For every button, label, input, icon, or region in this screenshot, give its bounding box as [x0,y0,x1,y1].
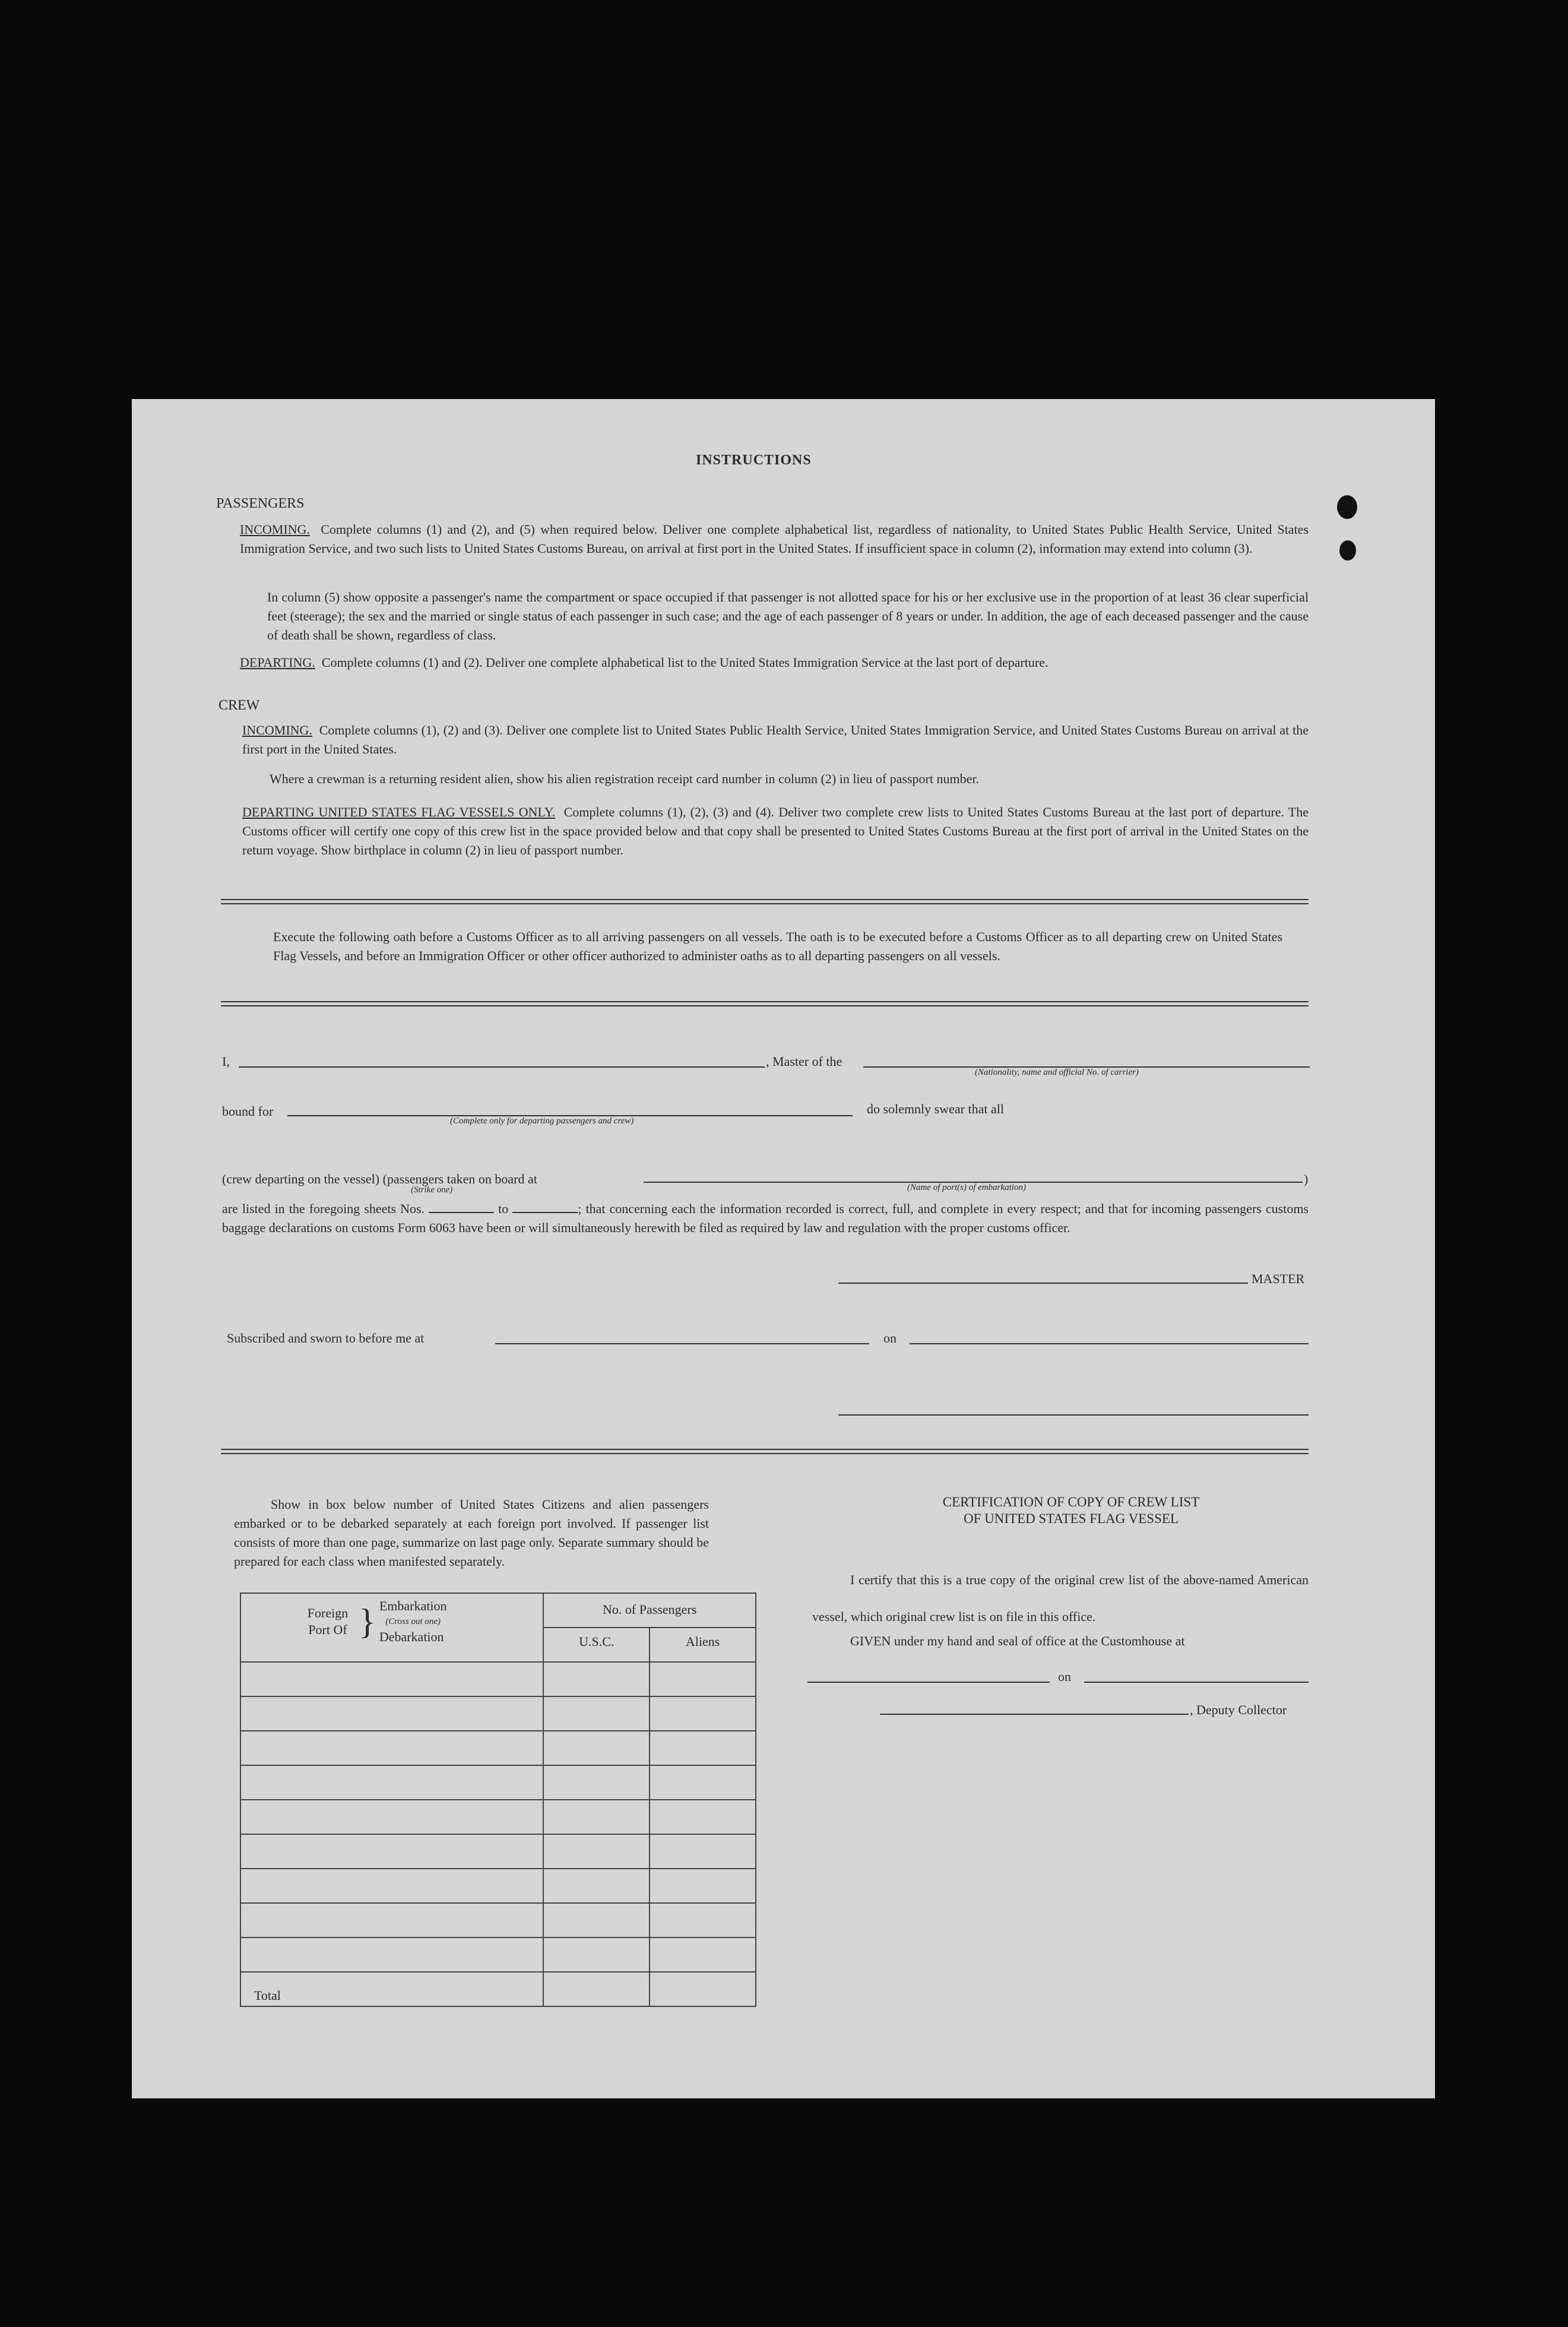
usc-cell[interactable] [543,1834,650,1869]
port-cell[interactable] [240,1903,543,1937]
usc-header: U.S.C. [543,1628,650,1662]
oath-bound-for: bound for [222,1104,274,1119]
certification-on: on [1058,1669,1071,1684]
incoming-label: INCOMING. [240,522,310,537]
certification-given: GIVEN under my hand and seal of office at the Customhouse at [850,1633,1185,1648]
port-cell[interactable] [240,1834,543,1869]
oath-listed [222,1199,1309,1237]
port-header [240,1593,543,1662]
foreign-port-of-header: Foreign Port Of [307,1606,349,1637]
crew-incoming [242,721,1309,759]
crew-heading: CREW [218,698,260,713]
listed-suffix: ; that concerning each the information recorded is correct, full, and complete in every respect; and that for incoming passengers customs baggage declarations on customs Form 6063 have been or will simultaneously herewith be filed as required by law and regulation with the proper customs officer. [222,1201,1309,1235]
aliens-cell[interactable] [650,1903,756,1937]
crew-departing [242,803,1309,860]
crew-departing-label: DEPARTING UNITED STATES FLAG VESSELS ONLY. [242,805,556,819]
oath-intro: Execute the following oath before a Customs Officer as to all arriving passengers on all vessels. The oath is to be executed before a Customs Officer as to all departing crew on United States Flag Vessels, and before an Immigration Officer or other officer authorized to administer oaths as to all departing passengers on all vessels. [273,929,1282,963]
section-divider [221,899,1309,904]
crew-incoming-label: INCOMING. [242,723,312,737]
aliens-total-cell[interactable] [650,1972,756,2006]
incoming-text: Complete columns (1) and (2), and (5) when required below. Deliver one complete alphabetical list, regardless of nationality, to United States Public Health Service, United States Immigration Service, and two such lists to United States Customs Bureau, on arrival at first port in the United States. If insufficient space in column (2), information may extend into column (3). [240,522,1309,556]
oath-i-label: I, [222,1054,230,1069]
complete-only-caption: (Complete only for departing passengers and crew) [450,1116,634,1126]
nationality-caption: (Nationality, name and official No. of carrier) [975,1068,1139,1077]
usc-cell[interactable] [543,1800,650,1834]
master-signature-line[interactable] [838,1283,1248,1284]
crew-incoming-text: Complete columns (1), (2) and (3). Deliver one complete list to United States Public Health Service, United States Immigration Service, and United States Customs Bureau on arrival at the first port in the United States. [242,723,1309,756]
aliens-cell[interactable] [650,1834,756,1869]
passengers-heading: PASSENGERS [216,496,305,511]
listed-prefix: are listed in the foregoing sheets Nos. [222,1201,425,1216]
aliens-cell[interactable] [650,1869,756,1903]
usc-cell[interactable] [543,1662,650,1696]
total-label: Total [240,1972,543,2006]
port-cell[interactable] [240,1662,543,1696]
departing-text: Complete columns (1) and (2). Deliver one complete alphabetical list to the United States Immigration Service at the last port of departure. [321,655,1048,670]
summary-instructions: Show in box below number of United States Citizens and alien passengers embarked or to be debarked separately at each foreign port involved. If passenger list consists of more than one page, summarize on last page only. Separate summary should be prepared for each class when manifested separately. [234,1497,709,1569]
instruction-sheet [132,399,1435,2098]
certification-title [893,1494,1249,1527]
subscribed-date-line[interactable] [910,1343,1309,1344]
ink-blot [1337,495,1357,519]
master-label: MASTER [1252,1271,1305,1286]
listed-to: to [498,1201,509,1216]
master-name-line[interactable] [239,1066,765,1068]
close-paren: ) [1304,1172,1309,1186]
deputy-signature-line[interactable] [880,1714,1189,1715]
cross-out-caption: (Cross out one) [385,1617,441,1626]
usc-cell[interactable] [543,1696,650,1731]
aliens-cell[interactable] [650,1696,756,1731]
brace-glyph: } [359,1602,376,1641]
customhouse-line[interactable] [807,1682,1050,1683]
passengers-column5: In column (5) show opposite a passenger's name the compartment or space occupied if that passenger is not allotted space for his or her exclusive use in the proportion of at least 36 clear superficial feet (steerage); the sex and the married or single status of each passenger in such case; and the age of each passenger of 8 years or under. In addition, the age of each deceased passenger and the cause of death shall be shown, regardless of class. [267,590,1309,642]
oath-master-of: , Master of the [766,1054,842,1069]
aliens-cell[interactable] [650,1800,756,1834]
usc-total-cell[interactable] [543,1972,650,2006]
usc-cell[interactable] [543,1937,650,1972]
port-cell[interactable] [240,1937,543,1972]
port-cell[interactable] [240,1696,543,1731]
passengers-count-header: No. of Passengers [543,1593,756,1628]
port-cell[interactable] [240,1869,543,1903]
subscribed-on: on [883,1331,897,1345]
officer-signature-line[interactable] [838,1414,1309,1416]
usc-cell[interactable] [543,1765,650,1800]
crew-resident-alien: Where a crewman is a returning resident alien, show his alien registration receipt card number in column (2) in lieu of passport number. [270,771,979,786]
passengers-departing [240,653,1309,672]
aliens-header: Aliens [650,1628,756,1662]
port-cell[interactable] [240,1731,543,1765]
embarkation-header: Embarkation [379,1598,447,1613]
aliens-cell[interactable] [650,1765,756,1800]
strike-one-caption: (Strike one) [411,1185,453,1195]
embark-debark-header [379,1598,447,1645]
section-divider [221,1449,1309,1454]
sheet-to-field[interactable] [512,1212,578,1213]
aliens-cell[interactable] [650,1662,756,1696]
section-divider [221,1001,1309,1006]
usc-cell[interactable] [543,1869,650,1903]
aliens-cell[interactable] [650,1937,756,1972]
usc-cell[interactable] [543,1731,650,1765]
oath-swear: do solemnly swear that all [867,1101,1004,1116]
sheet-from-field[interactable] [429,1212,494,1213]
certification-title-line2: OF UNITED STATES FLAG VESSEL [964,1511,1179,1526]
debarkation-header: Debarkation [379,1629,444,1644]
port-caption: (Name of port(s) of embarkation) [907,1183,1026,1192]
deputy-collector-label: , Deputy Collector [1190,1702,1287,1717]
ink-blot [1339,540,1356,561]
port-cell[interactable] [240,1800,543,1834]
certification-text: I certify that this is a true copy of the original crew list of the above-named American vessel, which original crew list is on file in this office. [812,1572,1309,1624]
usc-cell[interactable] [543,1903,650,1937]
certification-title-line1: CERTIFICATION OF COPY OF CREW LIST [942,1495,1200,1509]
crew-departing-text: Complete columns (1), (2), (3) and (4). Deliver two complete crew lists to United States Customs Bureau at the last port of departure. The Customs officer will certify one copy of this crew list in the space provided below and that copy shall be presented to United States Customs Bureau at the first port of arrival in the United States on the return voyage. Show birthplace in column (2) in lieu of passport number. [242,805,1309,857]
oath-crew-passengers: (crew departing on the vessel) (passengers taken on board at [222,1172,537,1186]
subscribed-place-line[interactable] [495,1343,869,1344]
certification-date-line[interactable] [1084,1682,1309,1683]
aliens-cell[interactable] [650,1731,756,1765]
subscribed-text: Subscribed and sworn to before me at [227,1331,425,1345]
page-title: INSTRUCTIONS [696,452,812,468]
passengers-incoming [240,520,1309,558]
passenger-summary-table [240,1593,756,2007]
port-cell[interactable] [240,1765,543,1800]
departing-label: DEPARTING. [240,655,315,670]
